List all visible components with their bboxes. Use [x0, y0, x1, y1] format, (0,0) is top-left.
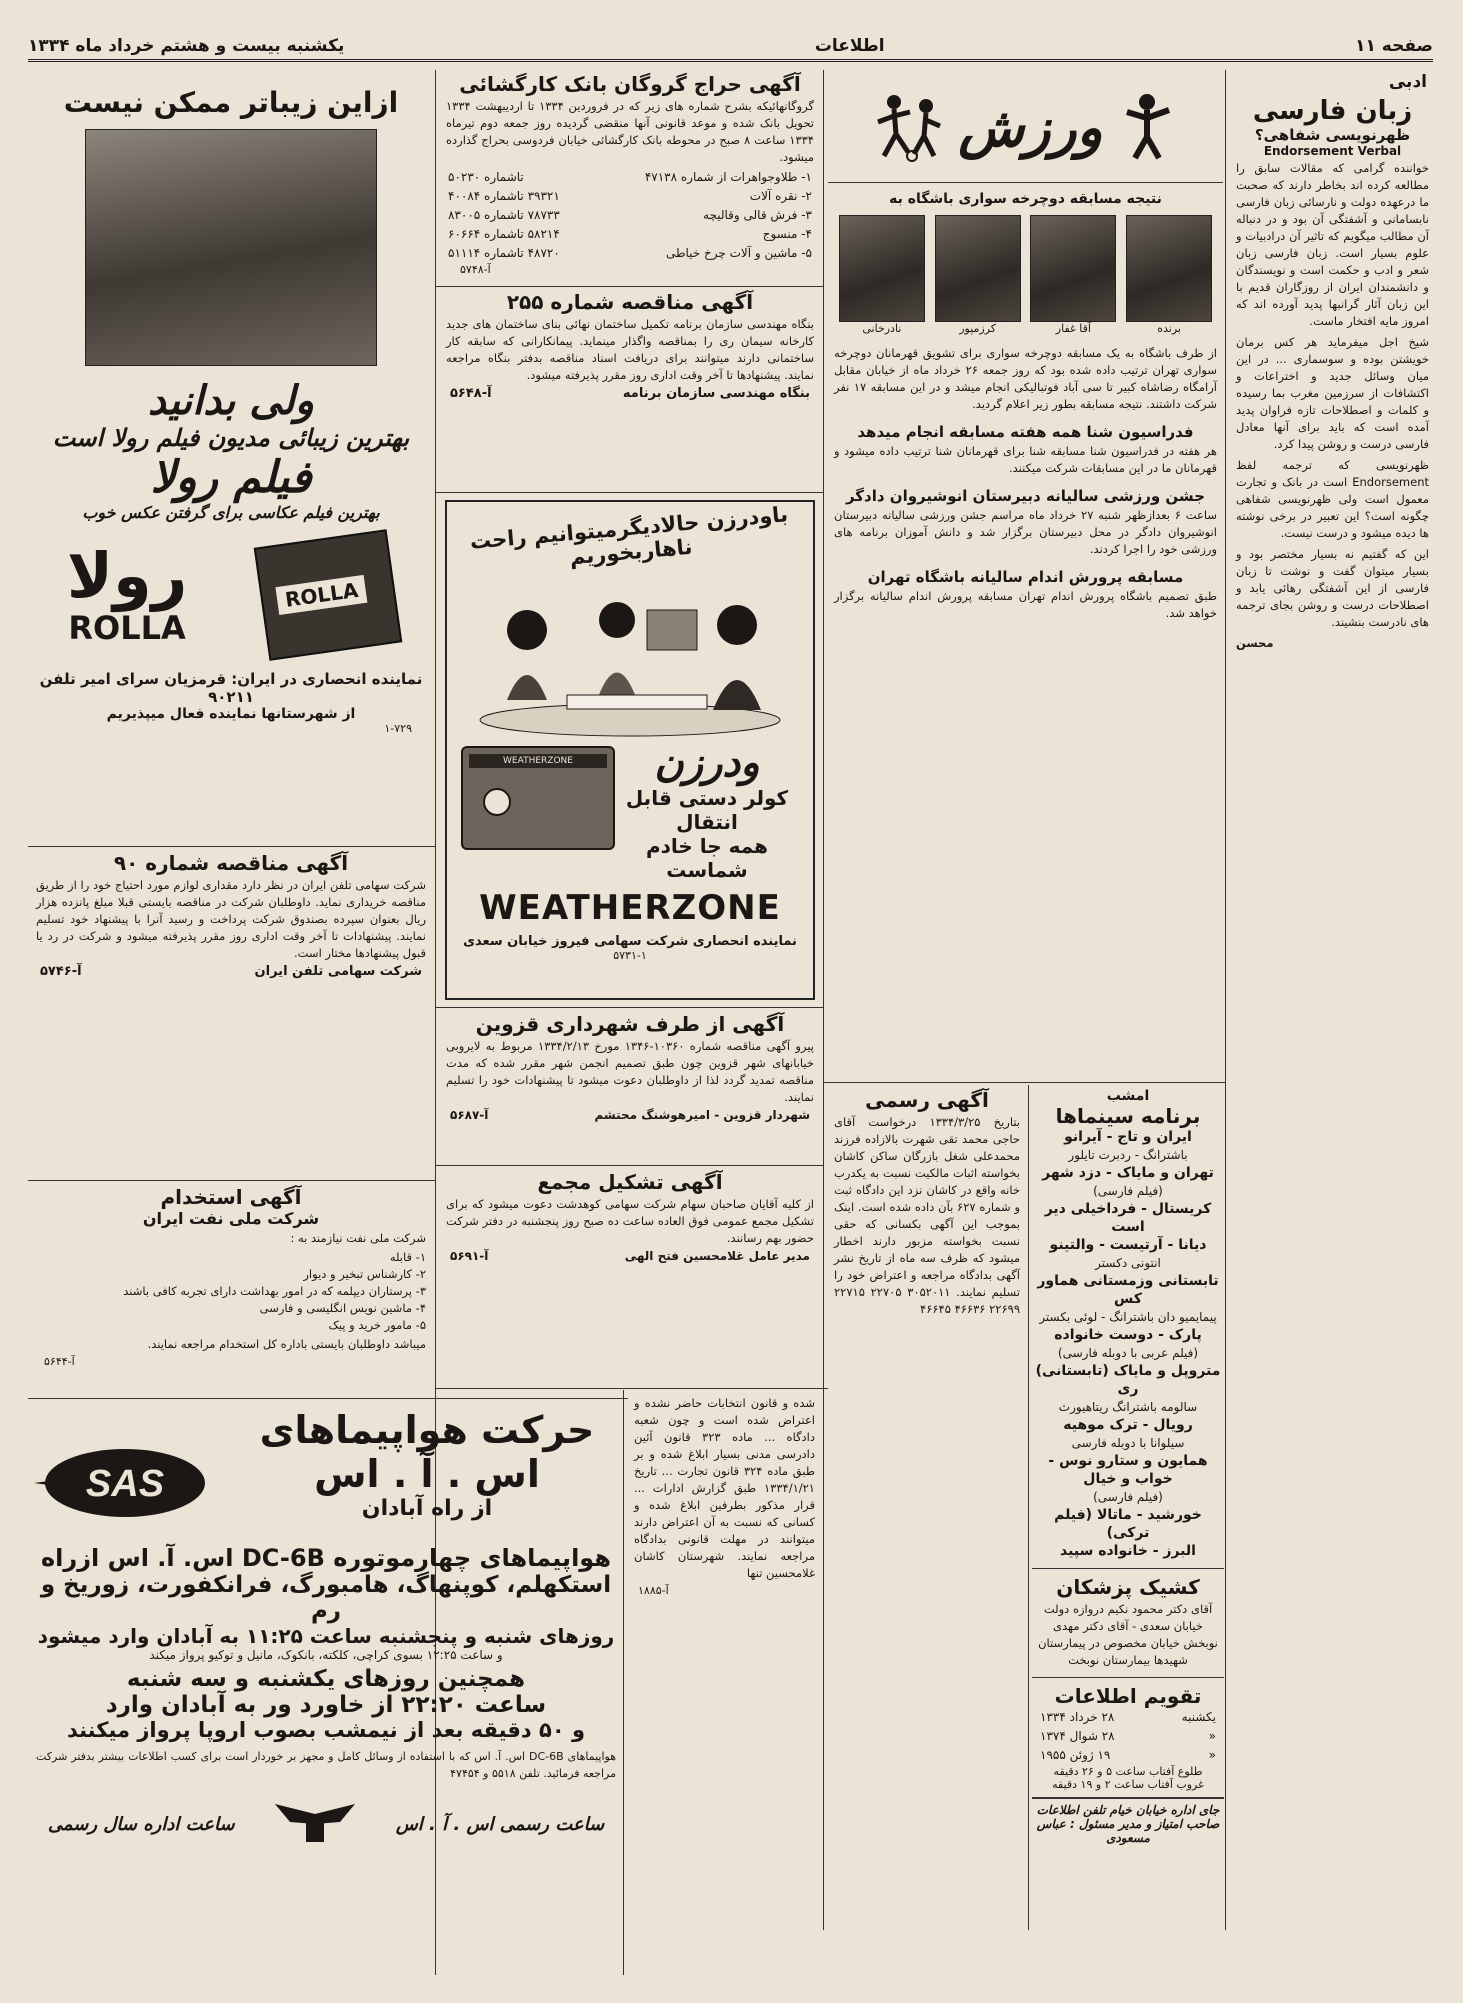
calendar-day: «	[1208, 1729, 1216, 1743]
sas-footer-text: ساعت اداره سال رسمی	[47, 1813, 235, 1835]
hiring-item: ۲- کارشناس تبخیر و دیوار	[303, 1267, 426, 1281]
notice-title: آگهی رسمی	[865, 1088, 989, 1112]
hiring-item: ۱- قابله	[389, 1250, 426, 1264]
article-english-term: Endorsement Verbal	[1263, 144, 1402, 158]
cinema-column	[1032, 1088, 1224, 1928]
sports-paragraph: ساعت ۶ بعدازظهر شنبه ۲۷ خرداد ماه مراسم جشن ورزشی سالیانه دبیرستان انوشیروان دادگر در محل دبیرستان برگزار شد و دانش آموزان برنامه های ورزشی خود را اجرا کردند.	[834, 508, 1217, 556]
cinema-name: البرز - خانواده سپید	[1060, 1543, 1196, 1559]
sas-top	[30, 1402, 622, 1538]
weatherzone-ad	[445, 500, 815, 1000]
player-name: نادرخانی	[862, 322, 902, 335]
cinema-name: ایران و تاج - آیرانو	[1064, 1129, 1192, 1145]
article-paragraph: شیخ اجل میفرماید هر کس برمان خویشتن بوده و سوسماری ... در این میان وسائل جدید و اختراعات و اکتشافات از سرزمین مغرب بما رسیده و کلمات و اصطلاحات تازه فراوان پدید آمده است که باید برای آنها معادل فارسی درست و روشن پیدا کرد.	[1236, 335, 1429, 451]
auction-item: ۴- منسوج	[762, 227, 812, 241]
hiring-item: ۳- پرستاران دیپلمه که در امور بهداشت دارای تجربه کافی باشند	[123, 1284, 426, 1298]
sports-heading: مسابقه پرورش اندام سالیانه باشگاه تهران	[867, 568, 1184, 586]
section-rule	[435, 1165, 823, 1166]
dining-scene-illustration	[447, 570, 813, 740]
cinema-film: (فیلم فارسی)	[1093, 1184, 1163, 1198]
auction-row	[440, 244, 820, 263]
tender-title: آگهی مناقصه شماره ۹۰	[113, 851, 349, 875]
photo-caption: نتیجه مسابقه دوچرخه سواری باشگاه به	[889, 191, 1162, 207]
auction-row	[440, 187, 820, 206]
cinema-film: (فیلم عربی با دوبله فارسی)	[1057, 1346, 1199, 1360]
ad-code: آ-۱۸۸۵	[638, 1584, 669, 1597]
cinema-listing	[1032, 1362, 1224, 1416]
cinema-listing	[1032, 1200, 1224, 1236]
cinema-name: دیانا - آرتیست - والتینو	[1049, 1237, 1207, 1253]
assembly-title: آگهی تشکیل مجمع	[537, 1170, 723, 1194]
cinema-film: سیلوانا با دوبله فارسی	[1071, 1436, 1185, 1450]
sas-via: از راه آبادان	[361, 1496, 493, 1521]
rolla-film-ad	[30, 72, 432, 842]
sunset-time: غروب آفتاب ساعت ۲ و ۱۹ دقیقه	[1052, 1778, 1204, 1791]
weatherzone-product-row	[447, 740, 813, 882]
cinema-name: متروپل و مایاک (تابستانی) ری	[1035, 1363, 1221, 1397]
tender-sign: بنگاه مهندسی سازمان برنامه	[622, 386, 810, 401]
calendar-row	[1032, 1708, 1224, 1727]
calendar-box	[1032, 1677, 1224, 1791]
cinema-listing	[1032, 1236, 1224, 1272]
cinema-film: سالومه باشترانگ ریتاهیورث	[1058, 1400, 1198, 1414]
doctors-text: آقای دکتر محمود نکیم دروازه دولت خیابان سعدی - آقای دکتر مهدی نوبخش خیابان مخصوص در پیمارستان شهیدها بیمارستان نوبخت	[1038, 1602, 1218, 1667]
tender-text: شرکت سهامی تلفن ایران در نظر دارد مقداری لوازم مورد احتیاج خود را از طریق مناقصه خریداری نماید. داوطلبان شرکت در مناقصه بایستی قبلا مبلغ پانزده هزار ریال بعنوان سپرده بصندوق شرکت پرداخت و رسید آنرا با پیشنهاد خود تسلیم نمایند. پیشنهادات تا آخر وقت اداری روز مقرر پذیرفته میشود و شرکت در رد یا قبول پیشنهادها مختار است.	[36, 878, 426, 960]
rolla-brand-fa: رولا	[66, 539, 188, 612]
player-name: آقا غفار	[1055, 322, 1091, 335]
cinema-listing	[1032, 1452, 1224, 1506]
rolla-agent-note: از شهرستانها نماینده فعال میپذیریم	[106, 706, 356, 722]
ad-code: آ-۵۶۴۴	[44, 1355, 75, 1368]
hiring-note: میباشد داوطلبان بایستی باداره کل استخدام مراجعه نمایند.	[147, 1337, 426, 1351]
weatherzone-agent: نماینده انحصاری شرکت سهامی فیروز خیابان سعدی	[463, 934, 797, 949]
sas-footer-text: ساعت رسمی اس . آ . اس	[395, 1813, 605, 1835]
cinema-name: رویال - ترک موهیه	[1063, 1417, 1193, 1433]
sunrise-time: طلوع آفتاب ساعت ۵ و ۲۶ دقیقه	[1053, 1765, 1203, 1778]
page-header	[28, 32, 1433, 62]
column-rule	[1028, 1085, 1029, 1930]
ad-code: آ-۵۶۴۸	[450, 386, 492, 401]
sports-logo: ورزش	[958, 95, 1103, 159]
cinema-name: تهران و مایاک - دزد شهر	[1042, 1165, 1214, 1181]
page-number: صفحه ۱۱	[1355, 35, 1433, 56]
auction-item: ۵- ماشین و آلات چرخ خیاطی	[665, 246, 812, 260]
sports-paragraph: از طرف باشگاه به یک مسابقه دوچرخه سواری برای تشویق قهرمانان دوچرخه سواری تهران ترتیب داده شده بود که روز جمعه ۲۶ خرداد ماه از خیابان مقابل آرامگاه رضاشاه کبیر تا سی آباد فوتبالیکی انجام میشد و در این مسابقه ۱۷ نفر شرکت داشتند. نتیجه مسابقه بطور زیر اعلام گردید.	[834, 346, 1218, 411]
section-rule	[28, 846, 435, 847]
rolla-product-row	[30, 538, 432, 652]
auction-item: ۲- نقره آلات	[749, 189, 812, 203]
tender-footer	[30, 964, 432, 979]
ad-code: آ-۵۶۹۱	[450, 1249, 489, 1263]
section-rule	[435, 1007, 823, 1008]
player-photo	[1030, 215, 1116, 335]
sas-line: استکهلم، کوپنهاگ، هامبورگ، فرانکفورت، زوریخ و رم	[40, 1572, 612, 1624]
cinema-name: کریستال - فرداخیلی دیر است	[1044, 1201, 1212, 1235]
tender-90-ad	[30, 851, 432, 1176]
auction-row	[440, 168, 820, 187]
section-rule	[28, 1398, 628, 1399]
qazvin-text: پیرو آگهی مناقصه شماره ۱۰۳۶۰-۱۳۴۶ مورخ ۱۳۳۴/۲/۱۳ مربوط به لایروبی خیابانهای شهر قزوین چون طبق تصمیم انجمن شهر مقرر شده که مدت مناقصه تمدید گردد لذا از داوطلبان دعوت میشود تا پیشنهادات خود را تسلیم نمایند.	[446, 1039, 815, 1104]
court-text: شده و قانون انتخابات حاضر نشده و اعتراض شده است و چون شعبه دادگاه ... ماده ۳۲۳ قانون آئین دادرسی مدنی بسیار ابلاغ شده و بر طبق ماده ۳۲۴ قانون تجارت ... تاریخ ۱۳۳۴/۱/۲۱ طبق گزارش ادارات ... قرار مذکور بطرفین ابلاغ شده و کسانی که نسبت به آن اعتراض دارند میتوانند در مهلت قانونی بدادگاه مراجعه نمایند. شهرستان کاشان غلامحسین تنها	[634, 1396, 815, 1580]
rolla-film-box	[254, 529, 403, 661]
literary-column	[1230, 72, 1435, 1932]
ad-code: ۵۷۳۱-۱	[613, 949, 647, 962]
section-rule	[435, 492, 823, 493]
player-photo	[839, 215, 925, 335]
cinema-title: برنامه سینماها	[1055, 1104, 1201, 1128]
cinema-name: خورشید - ماتالا (فیلم ترکی)	[1054, 1507, 1202, 1541]
cinema-listing	[1032, 1416, 1224, 1452]
sports-heading: جشن ورزشی سالیانه دبیرستان انوشیروان دادگر	[845, 487, 1206, 505]
sas-line: روزهای شنبه و پنجشنبه ساعت ۱۱:۲۵ به آبادان وارد میشود	[37, 1624, 615, 1648]
rolla-sub: بهترین فیلم عکاسی برای گرفتن عکس خوب	[82, 503, 380, 522]
section-rule	[435, 1388, 828, 1389]
assembly-sign: مدیر عامل غلامحسین فتح الهی	[624, 1249, 810, 1263]
sports-banner	[828, 72, 1223, 183]
cinema-listing	[1032, 1326, 1224, 1362]
calendar-day: یکشنبه	[1181, 1710, 1216, 1724]
formal-notice	[828, 1088, 1026, 1928]
article-signature: محسن	[1236, 636, 1274, 650]
masthead-address	[1032, 1797, 1224, 1845]
calendar-title: تقویم اطلاعات	[1054, 1684, 1202, 1708]
cinema-listing	[1032, 1164, 1224, 1200]
weatherzone-line: همه جا خادم شماست	[645, 834, 769, 882]
hiring-org: شرکت ملی نفت ایران	[142, 1209, 320, 1228]
article-paragraph: این که گفتیم نه بسیار مختصر بود و بسیار میتوان گفت و نوشت تا زبان فارسی از این آشفتگی رهائی یابد و اصطلاحات درست و روشن بجای ترجمه های نادرست بنشیند.	[1236, 547, 1429, 629]
sas-footer	[30, 1794, 622, 1854]
player-name: برنده	[1157, 322, 1181, 335]
issue-date: یکشنبه بیست و هشتم خرداد ماه ۱۳۳۴	[28, 35, 345, 56]
sports-heading: فدراسیون شنا همه هفته مسابقه انجام میدهد	[857, 423, 1194, 441]
cinema-name: تابستانی وزمستانی هماور کس	[1037, 1273, 1219, 1307]
sas-logo-text: SAS	[85, 1463, 165, 1505]
auction-item: ۳- فرش قالی وقالیچه	[703, 208, 812, 222]
rolla-agent: نماینده انحصاری در ایران: قرمزیان سرای امیر تلفن ۹۰۲۱۱	[39, 670, 423, 706]
cooler-unit-image	[461, 746, 615, 850]
sas-note: هواپیماهای DC-6B اس. آ. اس که با استفاده از وسائل کامل و مجهز بر خوردار است برای کسب اطلاعات بیشتر بدفتر شرکت مراجعه فرمائید. تلفن ۵۵۱۸ و ۴۷۴۵۴	[36, 1750, 617, 1780]
ad-code: آ-۵۷۴۸	[460, 263, 491, 276]
tender-title: آگهی مناقصه شماره ۲۵۵	[506, 290, 754, 314]
boxer-icon	[1117, 92, 1177, 162]
article-paragraph: خواننده گرامی که مقالات سابق را مطالعه کرده اند بخاطر دارند که صحبت ما درعهده دولت و نارسائی زبان فارسی نابسامانی و آشفتگی آن بود و در دنباله آن مطالب میگویم که تاثیر آن درادبیات و علوم بسیار است. زبان فارسی زبان شعر و ادب و حکمت است و نویسندگان و دانشمندان ایران از روزگاران قدیم با این زبان آثار گرانبها پدید آورده اند که امروز مایه افتخار ماست.	[1236, 161, 1429, 328]
rolla-line: بهترین زیبائی مدیون فیلم رولا است	[52, 424, 410, 452]
sas-airline-ad	[30, 1402, 622, 1972]
weatherzone-brand-en: WEATHERZONE	[479, 888, 781, 928]
player-photo	[1126, 215, 1212, 335]
doctors-box	[1032, 1568, 1224, 1671]
sas-line: و ۵۰ دقیقه بعد از نیمشب بصوب اروپا پرواز میکنند	[66, 1718, 586, 1742]
assembly-text: از کلیه آقایان صاحبان سهام شرکت سهامی کوهدشت دعوت میشود که برای تشکیل مجمع عمومی فوق العاده ساعت ده صبح روز پنجشنبه در دفتر شرکت حضور بهم رسانند.	[446, 1197, 814, 1245]
auction-range: ۳۹۳۲۱ تاشماره ۴۰۰۸۴	[448, 189, 560, 203]
cinema-name: پارک - دوست خانواده	[1054, 1327, 1202, 1343]
hiring-item: ۴- ماشین نویس انگلیسی و فارسی	[259, 1301, 426, 1315]
column-rule	[623, 1390, 624, 1975]
qazvin-ad	[440, 1012, 820, 1162]
cinema-listing	[1032, 1128, 1224, 1164]
section-rule	[28, 1180, 435, 1181]
tender-footer	[440, 386, 820, 401]
sas-line: ساعت ۲۲:۲۰ از خاورد ور به آبادان وارد	[105, 1692, 547, 1718]
assembly-ad	[440, 1170, 820, 1385]
cooler-brand-plate: WEATHERZONE	[469, 754, 607, 768]
ad-code: ۱-۷۲۹	[384, 722, 412, 735]
cinema-listing	[1032, 1506, 1224, 1542]
cinema-listing	[1032, 1272, 1224, 1326]
article-paragraph: ظهرنویسی که ترجمه لفظ Endorsement است در بانک و تجارت معمول است ولی ظهرنویسی شفاهی چگونه است؟ این تعبیر در برخی نوشته ها دیده میشود و درست نیست.	[1236, 458, 1429, 540]
auction-row	[440, 225, 820, 244]
address-line: جای اداره خیابان خیام تلفن اطلاعات	[1036, 1803, 1220, 1817]
article-subtitle: ظهرنویسی شفاهی؟	[1254, 126, 1411, 144]
doctors-title: کشیک پزشکان	[1056, 1575, 1200, 1599]
sports-paragraph: هر هفته در فدراسیون شنا مسابقه شنا برای قهرمانان شنا ترتیب داده میشود و قهرمانان ما در این مسابقات شرکت میکنند.	[834, 444, 1217, 475]
cinema-kicker: امشب	[1106, 1088, 1150, 1104]
column-rule	[823, 70, 824, 1930]
player-name: کرزمپور	[959, 322, 997, 335]
rolla-headline: ازاین زیباتر ممکن نیست	[63, 86, 399, 119]
cinema-name: همایون و ستارو نوس - خواب و خیال	[1048, 1453, 1208, 1487]
cooler-dial	[483, 788, 511, 816]
auction-text: گروگانهائیکه بشرح شماره های زیر که در فروردین ۱۳۳۴ تا اردیبهشت ۱۳۳۴ تحویل بانک شده و موعد قانونی آنها منقضی گردیده روز جمعه دوم تیرماه ۱۳۳۴ ساعت ۸ صبح در محوطه بانک کارگشائی خیابان فردوسی بحراج گذارده میشود.	[446, 99, 814, 164]
sas-logo	[30, 1428, 210, 1538]
rolla-but: ولی بدانید	[147, 378, 315, 424]
auction-range: تاشماره ۵۰۲۳۰	[448, 170, 524, 184]
ad-code: آ-۵۷۴۶	[40, 964, 82, 979]
rolla-film: فیلم رولا	[150, 452, 312, 503]
hiring-title: آگهی استخدام	[160, 1185, 302, 1209]
column-rule	[1225, 70, 1226, 1930]
auction-row	[440, 206, 820, 225]
photo-row	[828, 215, 1223, 335]
rolla-brand-en: ROLLA	[68, 609, 186, 647]
cinema-listing	[1032, 1542, 1224, 1560]
tender-sign: شرکت سهامی تلفن ایران	[254, 964, 422, 979]
cinema-film: پیمایمیو دان باشترانگ - لوئی بکستر	[1039, 1310, 1217, 1324]
tender-255-ad	[440, 290, 820, 490]
calendar-date: ۲۸ شوال ۱۳۷۴	[1040, 1729, 1115, 1743]
hiring-intro: شرکت ملی نفت نیازمند به :	[290, 1231, 426, 1245]
weatherzone-copy	[615, 740, 799, 882]
auction-range: ۷۸۷۳۳ تاشماره ۸۳۰۰۵	[448, 208, 560, 222]
baby-photo	[85, 129, 377, 366]
sas-line: هواپیماهای چهارموتوره DC-6B اس. آ. اس ازراه	[41, 1544, 611, 1572]
assembly-footer	[440, 1249, 820, 1263]
weatherzone-brand-fa: ودرزن	[654, 740, 760, 786]
auction-ad	[440, 72, 820, 284]
cinema-film: انتونی دکستر	[1095, 1256, 1161, 1270]
calendar-date: ۲۸ خرداد ۱۳۳۴	[1040, 1710, 1115, 1724]
football-players-icon	[874, 92, 944, 162]
sas-headline-block	[232, 1402, 622, 1521]
wings-emblem-icon	[270, 1794, 360, 1854]
weatherzone-line: کولر دستی قابل انتقال	[625, 786, 789, 834]
court-notice	[628, 1393, 821, 1973]
sports-paragraph: طبق تصمیم باشگاه پرورش اندام تهران مسابقه پرورش اندام سالیانه برگزار خواهد شد.	[834, 589, 1217, 620]
hiring-ad	[30, 1185, 432, 1395]
auction-range: ۴۸۷۲۰ تاشماره ۵۱۱۱۴	[448, 246, 560, 260]
section-rule	[435, 286, 823, 287]
ad-code: آ-۵۶۸۷	[450, 1108, 489, 1122]
calendar-day: «	[1208, 1748, 1216, 1762]
auction-title: آگهی حراج گروگان بانک کارگشائی	[459, 72, 801, 96]
section-rule	[823, 1082, 1225, 1083]
publisher-line: صاحب امتیاز و مدیر مسئول : عباس مسعودی	[1036, 1817, 1220, 1845]
sas-name: اس . آ . اس	[314, 1452, 540, 1496]
tender-text: بنگاه مهندسی سازمان برنامه تکمیل ساختمان نهائی بنای ساختمان های جدید کارخانه سیمان ری را بمناقصه واگذار مینماید. پیمانکارانی که سابقه کار ساختمانی دارند میتوانند برای دریافت اسناد مناقصه بدفتر بنگاه مراجعه نمایند. پیشنهادها تا آخر وقت اداری روز مقرر پذیرفته میشود.	[446, 317, 814, 382]
calendar-row	[1032, 1746, 1224, 1765]
player-photo	[935, 215, 1021, 335]
qazvin-sign: شهردار قزوین - امیرهوشنگ محتشم	[594, 1108, 810, 1122]
section-kicker: ادبی	[1388, 72, 1427, 92]
article-title: زبان فارسی	[1252, 96, 1413, 126]
weatherzone-slogan: باودرزن حالادیگرمیتوانیم راحت ناهاربخوریم	[468, 502, 789, 570]
sas-title: حرکت هواپیماهای	[259, 1408, 595, 1452]
notice-text: بتاریخ ۱۳۳۴/۳/۲۵ درخواست آقای حاجی محمد تقی شهرت بالازاده فرزند محمدعلی شغل بازرگان ساکن کاشان بخواسته اثبات مالکیت نسبت به یکدرب خانه واقع در کاشان نزد این دادگاه ثبت و شماره ۶۲۷ بآن داده شده است. اینک بموجب این آگهی بکسانی که حقی نسبت بخواسته مزبور دارند اخطار میشود که ظرف سه ماه از تاریخ نشر آگهی بدادگاه مراجعه و اعتراض خود را تسلیم نمایند. ۳۰۵۲۰۱۱ ۲۲۷۰۵ ۲۲۷۱۵ ۲۲۶۹۹ ۴۶۶۳۶ ۴۶۶۴۵	[834, 1115, 1021, 1316]
calendar-row	[1032, 1727, 1224, 1746]
sports-section	[828, 72, 1223, 1080]
sas-line: و ساعت ۱۲:۲۵ بسوی کراچی، کلکته، بانکوک، مانیل و توکیو پرواز میکند	[149, 1648, 503, 1662]
rolla-brand	[66, 539, 188, 647]
sas-line: همچنین روزهای یکشنبه و سه شنبه	[126, 1666, 526, 1692]
hiring-item: ۵- مامور خرید و پیک	[328, 1318, 426, 1332]
auction-item: ۱- طلاوجواهرات از شماره ۴۷۱۳۸	[644, 170, 812, 184]
cinema-film: باشترانگ - ردبرت تایلور	[1068, 1148, 1188, 1162]
auction-range: ۵۸۲۱۴ تاشماره ۶۰۶۶۴	[448, 227, 560, 241]
rolla-box-label: ROLLA	[276, 575, 368, 615]
qazvin-footer	[440, 1108, 820, 1122]
cinema-film: (فیلم فارسی)	[1093, 1490, 1163, 1504]
calendar-date: ۱۹ ژوئن ۱۹۵۵	[1040, 1748, 1111, 1762]
qazvin-title: آگهی از طرف شهرداری قزوین	[475, 1012, 785, 1036]
paper-name: اطلاعات	[814, 35, 885, 56]
